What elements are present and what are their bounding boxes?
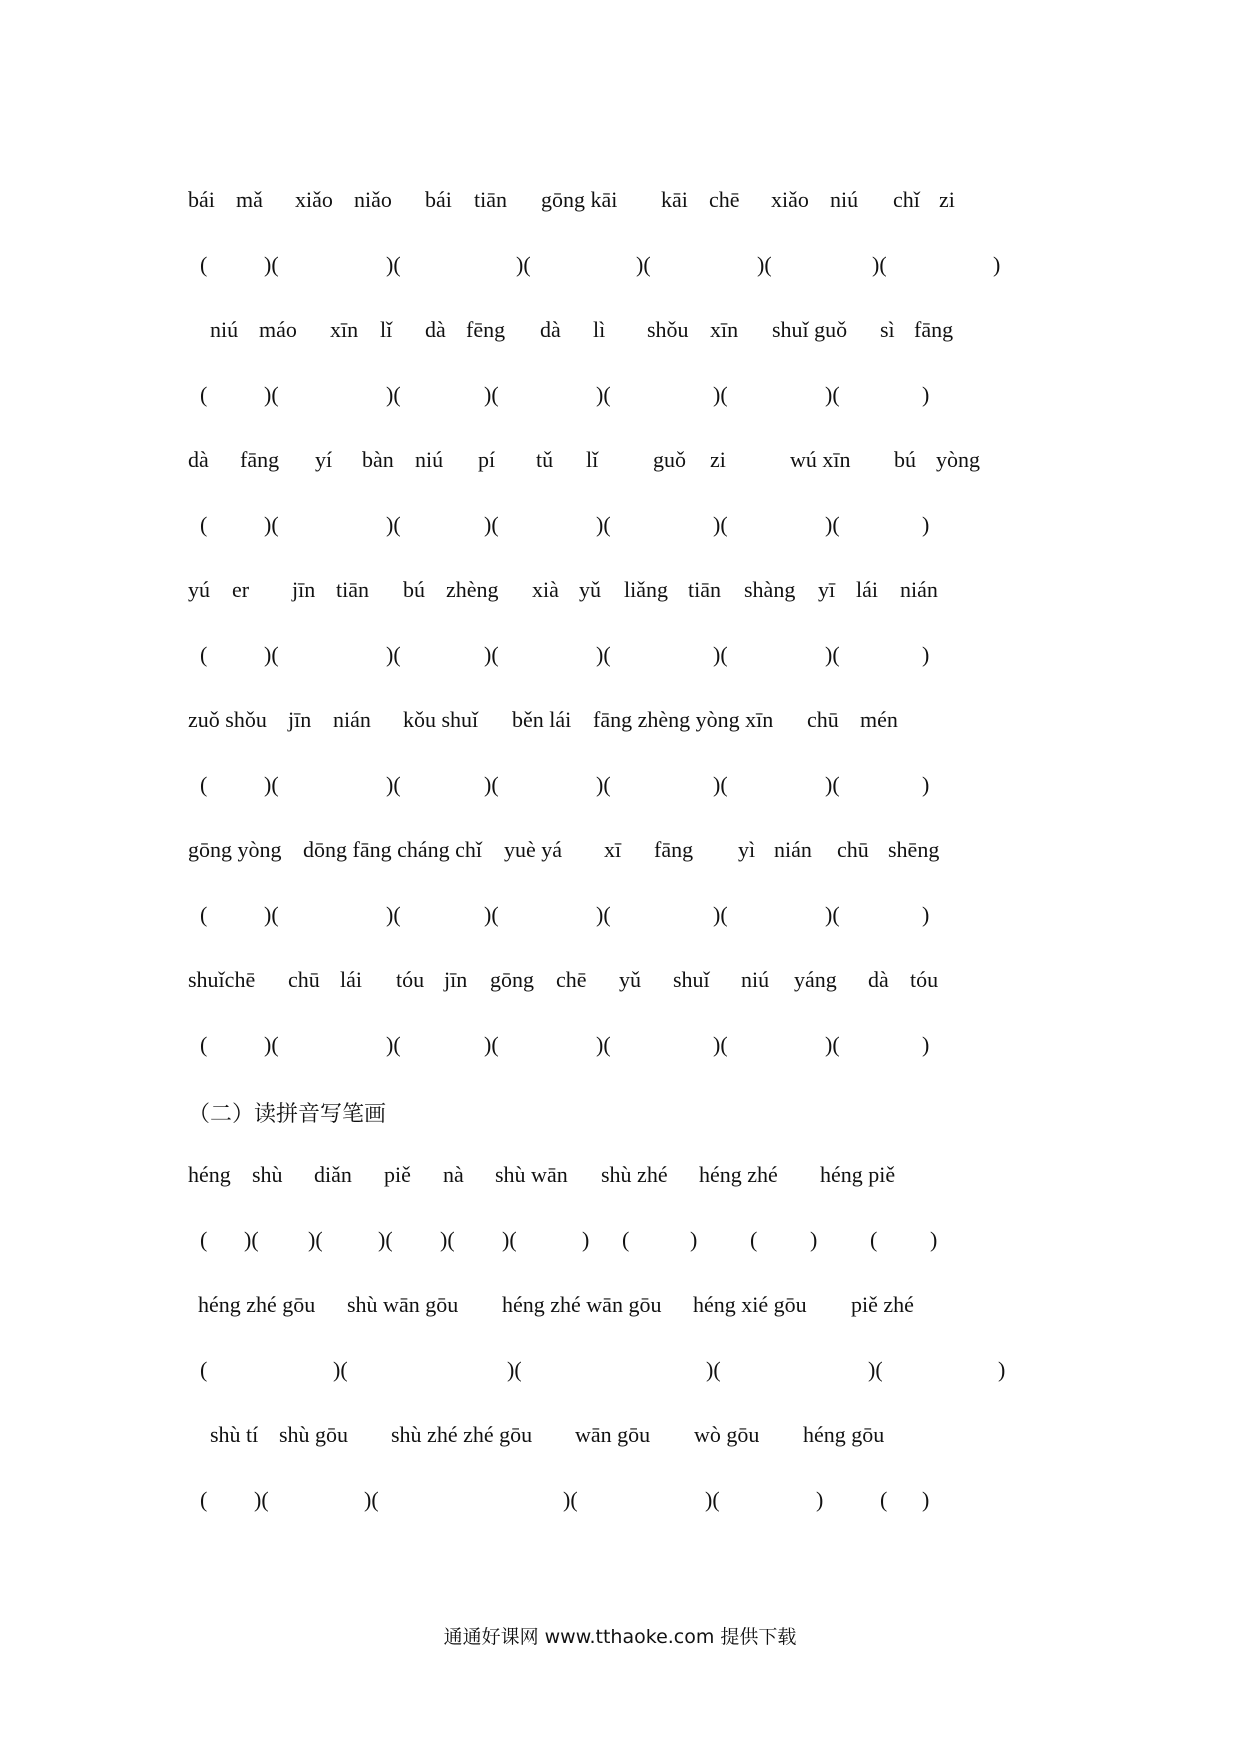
answer-bracket: )( [484,772,499,797]
answer-bracket: )( [484,1032,499,1057]
answer-row [0,1025,1240,1065]
pinyin-word: shuǐchē [188,967,256,992]
answer-bracket: )( [386,512,401,537]
answer-bracket: )( [264,902,279,927]
pinyin-word: yú [188,577,210,602]
answer-bracket: )( [516,252,531,277]
answer-bracket: )( [386,252,401,277]
pinyin-word: niú [415,447,444,472]
pinyin-word: yì [738,837,756,862]
pinyin-word: máo [259,317,297,342]
pinyin-word: héng zhé wān gōu [502,1292,662,1317]
pinyin-word: shuǐ [673,967,710,992]
pinyin-word: yí [315,447,333,472]
answer-row [0,245,1240,285]
pinyin-word: shù tí [210,1422,259,1447]
pinyin-word: piě zhé [851,1292,914,1317]
answer-bracket: )( [596,772,611,797]
answer-bracket: )( [333,1357,348,1382]
answer-bracket: )( [502,1227,517,1252]
pinyin-word: yǔ [619,967,641,992]
pinyin-word: wān gōu [575,1422,651,1447]
pinyin-row [0,1155,1240,1195]
pinyin-word: fāng zhèng yòng xīn [593,707,774,732]
pinyin-word: jīn [288,707,312,732]
answer-bracket: )( [386,382,401,407]
pinyin-word: jīn [292,577,316,602]
answer-bracket: )( [484,902,499,927]
pinyin-word: shǒu [647,317,689,342]
pinyin-row [0,830,1240,870]
pinyin-word: shàng [744,577,796,602]
answer-bracket: ) [810,1227,818,1252]
answer-bracket: )( [264,1032,279,1057]
pinyin-word: tóu [396,967,425,992]
pinyin-word: héng gōu [803,1422,885,1447]
answer-row [0,635,1240,675]
pinyin-word: lì [593,317,606,342]
pinyin-word: xīn [330,317,359,342]
answer-bracket: ) [922,512,930,537]
pinyin-row [0,180,1240,220]
answer-bracket: ) [922,382,930,407]
pinyin-word: bàn [362,447,394,472]
answer-row [0,1480,1240,1520]
pinyin-word: wú xīn [790,447,851,472]
pinyin-row [0,1285,1240,1325]
pinyin-word: gōng [490,967,534,992]
answer-bracket: ) [993,252,1001,277]
answer-row [0,765,1240,805]
answer-bracket: )( [825,382,840,407]
pinyin-word: chū [288,967,320,992]
pinyin-word: sì [880,317,895,342]
answer-bracket: )( [484,642,499,667]
pinyin-word: tiān [336,577,369,602]
footer-credit: 通通好课网 www.tthaoke.com 提供下载 [443,1626,797,1648]
section-heading: （二）读拼音写笔画 [188,1102,387,1127]
answer-bracket: ( [880,1487,888,1512]
pinyin-word: xī [604,837,622,862]
answer-row [0,1220,1240,1260]
answer-bracket: )( [264,512,279,537]
answer-bracket: )( [713,642,728,667]
pinyin-word: dà [868,967,889,992]
answer-bracket: )( [706,1357,721,1382]
pinyin-word: xiǎo [771,187,809,212]
pinyin-row [0,1415,1240,1455]
pinyin-word: lǐ [380,317,393,342]
answer-bracket: )( [364,1487,379,1512]
answer-bracket: )( [872,252,887,277]
pinyin-row [0,960,1240,1000]
answer-row [0,1350,1240,1390]
answer-bracket: ( [200,642,208,667]
answer-bracket: )( [563,1487,578,1512]
answer-bracket: )( [378,1227,393,1252]
answer-bracket: ) [690,1227,698,1252]
pinyin-word: yáng [794,967,837,992]
answer-row [0,375,1240,415]
pinyin-word: tiān [688,577,721,602]
answer-bracket: ( [200,512,208,537]
pinyin-word: nián [774,837,812,862]
pinyin-word: kǒu shuǐ [403,707,479,732]
answer-bracket: ( [200,902,208,927]
pinyin-word: shēng [888,837,940,862]
pinyin-word: héng zhé [699,1162,778,1187]
answer-bracket: ) [922,1487,930,1512]
answer-bracket: ) [922,772,930,797]
pinyin-word: piě [384,1162,411,1187]
pinyin-word: xīn [710,317,739,342]
pinyin-word: er [232,577,250,602]
answer-bracket: )( [825,1032,840,1057]
pinyin-word: běn lái [512,707,572,732]
pinyin-word: pí [478,447,496,472]
answer-bracket: )( [713,512,728,537]
answer-bracket: )( [596,512,611,537]
pinyin-row [0,700,1240,740]
answer-bracket: )( [386,772,401,797]
pinyin-word: zuǒ shǒu [188,707,267,732]
answer-bracket: ( [200,1032,208,1057]
pinyin-word: dà [425,317,446,342]
pinyin-word: fāng [654,837,694,862]
answer-bracket: )( [825,902,840,927]
answer-bracket: )( [713,382,728,407]
answer-bracket: ( [200,772,208,797]
pinyin-word: fāng [914,317,954,342]
pinyin-word: lǐ [586,447,599,472]
pinyin-word: zi [939,187,955,212]
answer-bracket: ( [200,252,208,277]
answer-bracket: )( [596,1032,611,1057]
pinyin-word: tóu [910,967,939,992]
answer-bracket: )( [596,902,611,927]
answer-bracket: )( [440,1227,455,1252]
pinyin-word: dōng fāng cháng chǐ [303,837,482,862]
pinyin-word: chǐ [893,187,920,212]
pinyin-word: nà [443,1162,464,1187]
pinyin-word: yǔ [579,577,601,602]
answer-bracket: ( [200,1227,208,1252]
pinyin-word: héng zhé gōu [198,1292,316,1317]
pinyin-word: mén [860,707,898,732]
answer-bracket: )( [705,1487,720,1512]
answer-bracket: )( [264,382,279,407]
answer-bracket: ( [750,1227,758,1252]
answer-bracket: ( [200,382,208,407]
answer-bracket: )( [386,642,401,667]
answer-bracket: )( [244,1227,259,1252]
pinyin-word: lái [856,577,878,602]
answer-bracket: ) [922,902,930,927]
answer-bracket: )( [596,642,611,667]
answer-bracket: )( [264,252,279,277]
pinyin-word: fāng [240,447,280,472]
pinyin-word: zhèng [446,577,499,602]
pinyin-word: wò gōu [694,1422,760,1447]
pinyin-word: fēng [466,317,506,342]
answer-bracket: )( [264,642,279,667]
pinyin-word: diǎn [314,1162,352,1187]
pinyin-word: gōng yòng [188,837,282,862]
pinyin-word: bú [403,577,425,602]
pinyin-word: mǎ [236,187,263,212]
pinyin-word: yuè yá [504,837,563,862]
answer-bracket: ) [816,1487,824,1512]
pinyin-row [0,440,1240,480]
answer-bracket: )( [713,1032,728,1057]
pinyin-word: nián [333,707,371,732]
pinyin-word: dà [188,447,209,472]
answer-bracket: ( [200,1487,208,1512]
answer-bracket: )( [264,772,279,797]
pinyin-word: bú [894,447,916,472]
answer-bracket: )( [386,1032,401,1057]
answer-bracket: )( [713,902,728,927]
pinyin-word: shù [252,1162,283,1187]
answer-bracket: )( [484,512,499,537]
pinyin-word: bái [425,187,452,212]
pinyin-word: liǎng [624,577,668,602]
pinyin-row [0,310,1240,350]
pinyin-word: gōng kāi [541,187,618,212]
pinyin-word: chū [807,707,839,732]
answer-bracket: ) [582,1227,590,1252]
pinyin-word: chē [709,187,740,212]
pinyin-word: xià [532,577,559,602]
answer-bracket: ) [930,1227,938,1252]
pinyin-word: shù zhé [601,1162,668,1187]
answer-bracket: ) [922,642,930,667]
pinyin-word: shuǐ guǒ [772,317,848,342]
pinyin-word: nián [900,577,938,602]
pinyin-word: shù gōu [279,1422,349,1447]
answer-bracket: ) [922,1032,930,1057]
pinyin-word: niú [830,187,859,212]
pinyin-word: dà [540,317,561,342]
pinyin-word: héng xié gōu [693,1292,807,1317]
answer-bracket: )( [308,1227,323,1252]
answer-bracket: )( [713,772,728,797]
pinyin-word: chū [837,837,869,862]
answer-bracket: ) [998,1357,1006,1382]
pinyin-word: yòng [936,447,980,472]
answer-bracket: )( [757,252,772,277]
answer-bracket: ( [622,1227,630,1252]
answer-bracket: )( [507,1357,522,1382]
answer-bracket: )( [596,382,611,407]
answer-bracket: )( [636,252,651,277]
pinyin-word: jīn [444,967,468,992]
pinyin-word: chē [556,967,587,992]
pinyin-word: niǎo [354,187,392,212]
pinyin-word: niú [741,967,770,992]
answer-bracket: )( [386,902,401,927]
answer-bracket: )( [825,642,840,667]
pinyin-word: zi [710,447,726,472]
pinyin-word: lái [340,967,362,992]
answer-bracket: )( [484,382,499,407]
answer-bracket: )( [254,1487,269,1512]
answer-row [0,895,1240,935]
answer-bracket: ( [870,1227,878,1252]
pinyin-word: yī [818,577,836,602]
answer-bracket: ( [200,1357,208,1382]
pinyin-row [0,570,1240,610]
pinyin-word: niú [210,317,239,342]
pinyin-word: shù zhé zhé gōu [391,1422,533,1447]
pinyin-word: kāi [661,187,688,212]
pinyin-word: shù wān [495,1162,568,1187]
answer-bracket: )( [825,512,840,537]
pinyin-word: bái [188,187,215,212]
pinyin-word: tiān [474,187,507,212]
pinyin-word: guǒ [653,447,686,472]
pinyin-word: xiǎo [295,187,333,212]
answer-row [0,505,1240,545]
pinyin-word: héng [188,1162,231,1187]
pinyin-word: tǔ [536,447,554,472]
pinyin-word: héng piě [820,1162,896,1187]
answer-bracket: )( [825,772,840,797]
answer-bracket: )( [868,1357,883,1382]
pinyin-word: shù wān gōu [347,1292,459,1317]
